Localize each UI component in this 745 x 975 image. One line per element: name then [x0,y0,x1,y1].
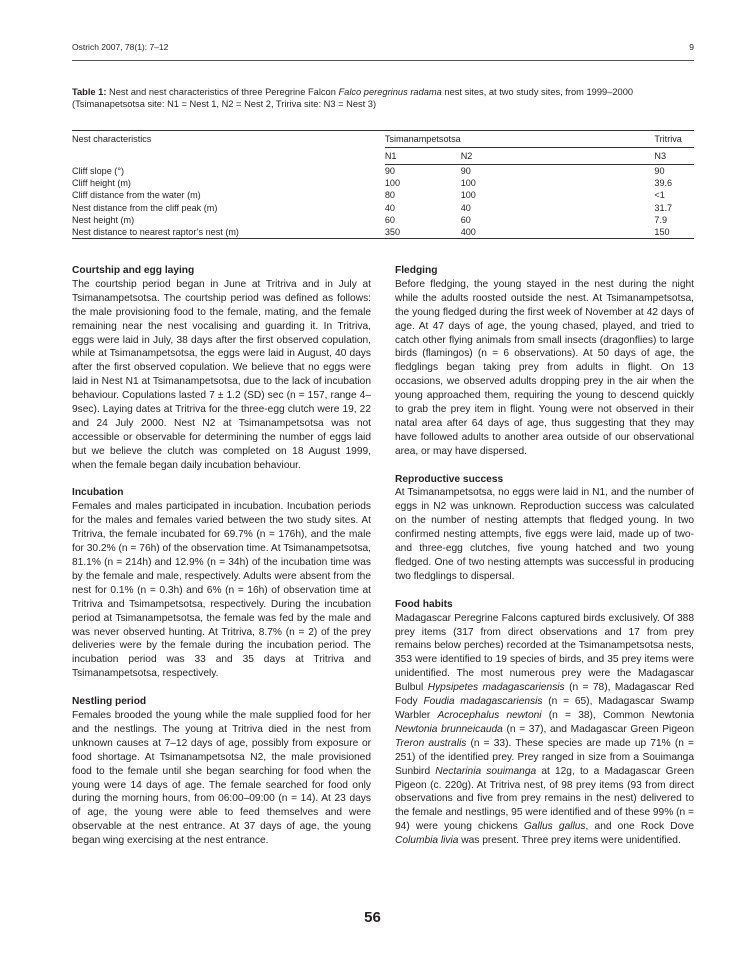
running-header [72,42,694,52]
table-row: Cliff height (m) 100 100 39.6 [72,178,673,189]
column-header-characteristics: Nest characteristics [72,131,385,148]
section-heading-reproductive-success: Reproductive success [395,473,504,485]
table-row: Nest height (m) 60 60 7.9 [72,214,668,225]
right-column [395,264,694,848]
site-header-tritriva: Tritriva [654,131,694,148]
section-heading-incubation: Incubation [72,487,124,499]
table-nest-row [72,148,694,165]
table-caption: Table 1: Nest and nest characteristics of three Peregrine Falcon Falco peregrinus radama nest sites, at two study sites, from 1999–2000 (Tsimanapetsotsa site: N1 = Nest 1, N2 = Nest 2, Tririva site: N3 = Nest 3) [72,87,634,110]
paragraph-incubation: Females and males participated in incubation. Incubation periods for the males and females varied between the two study sites. At Tritriva, the female incubated for 69.7% (n = 176h), and the male for 30.2% (n = 76h) of the observation time. At Tsimanampetsotsa, 81.1% (n = 214h) and 12.9% (n = 34h) of the incubation time was by the female and male, respectively. Adults were absent from the nest for 0.1% (n = 0.3h) and 6% (n = 16h) of observation time at Tritriva and Tsimampetsotsa, respectively. During the incubation period at Tsimanampetsotsa, the female was fed by the male and was never observed hunting. At Tritriva, 8.7% (n = 2) of the prey deliveries were by the female during the incubation period. The incubation period was 33 and 35 days at Tritriva and Tsimanampetsotsa, respectively. [72,501,371,680]
paragraph-courtship: The courtship period began in June at Tritriva and in July at Tsimanampetsotsa. The courtship period was defined as follows: the male provisioning food to the female, mating, and the female remaining near the nest vocalising and guarding it. In Tritriva, eggs were laid in July, 38 days after the first observed copulation, while at Tsimanampetsotsa, the eggs were laid in August, 40 days after the first observed copulation. We believe that no eggs were laid in Nest N1 at Tsimanampetsotsa, due to the lack of incubation behaviour. Copulations lasted 7 ± 1.2 (SD) sec (n = 157, range 4–9sec). Laying dates at Tritriva for the three-egg clutch were 19, 22 and 24 July 2000. Nest N2 at Tsimanampetsotsa was not accessible or observable for determining the number of eggs laid but we believe the clutch was completed on 18 August 1999, when the female began daily incubation behaviour. [72,278,371,471]
site-header-tsimanampetsotsa: Tsimanampetsotsa [385,131,461,148]
table-caption-label: Table 1: [72,87,107,97]
paragraph-food-habits: Madagascar Peregrine Falcons captured birds exclusively. Of 388 prey items (317 from direct observations and 17 from prey remains below perches) recorded at the Tsimanampetsotsa nests, 353 were identified to 19 species of birds, and 35 prey items were unidentified. The most numerous prey were the Madagascar Bulbul Hypsipetes madagascariensis (n = 78), Madagascar Red Fody Foudia madagascariensis (n = 65), Madagascar Swamp Warbler Acrocephalus newtoni (n = 38), Common Newtonia Newtonia brunneicauda (n = 37), and Madagascar Green Pigeon Treron australis (n = 33). These species are made up 71% (n = 251) of the identified prey. Prey ranged in size from a Souimanga Sunbird Nectarinia souimanga at 12g, to a Madagascar Green Pigeon (c. 220g). At Tritriva nest, of 98 prey items (93 from direct observations and five from prey remains in the nest) delivered to the female and nestlings, 95 were identified and of these 99% (n = 94) were young chickens Gallus gallus, and one Rock Dove Columbia livia was present. Three prey items were unidentified. [395,612,695,847]
left-column [72,264,371,848]
species-name: Falco peregrinus radama [338,87,442,97]
paragraph-fledging: Before fledging, the young stayed in the nest during the night while the adults roosted outside the nest. At Tsimanampetsotsa, the young fledged during the first week of November at 42 days of age. At 47 days of age, the young chased, played, and tried to catch other flying animals from small insects (dragonflies) to large birds (flamingos) (n = 6 observations). At 50 days of age, the fledglings began taking prey from adults in flight. On 13 occasions, we observed adults dropping prey in the air when the young approached them, requiring the young to descend quickly to grab the prey item in flight. Young were not observed in their natal area after 64 days of age, thus suggesting that they may have followed adults to another area outside of our observational area, or may have dispersed. [395,278,694,457]
section-heading-food-habits: Food habits [395,598,453,610]
journal-citation: Ostrich 2007, 78(1): 7–12 [72,42,169,52]
table-header-row [72,131,694,148]
table-row: Nest distance to nearest raptor’s nest (m) 350 400 150 [72,226,694,239]
table-row: Cliff distance from the water (m) 80 100 <1 [72,190,665,201]
nest-header-n2: N2 [461,148,655,165]
paragraph-nestling: Females brooded the young while the male supplied food for her and the nestlings. The young at Tritriva died in the nest from unknown causes at 7–12 days of age, possibly from exposure or food shortage. At Tsimanampetsotsa N2, the male provisioned food to the female until she began searching for food when the young were 14 days of age. The female searched for food only during the morning hours, from 06:00–09:00 (n = 14). At 23 days of age, the young were able to feed themselves and were observable at the nest entrance. At 37 days of age, the young began wing exercising at the nest entrance. [72,709,371,847]
section-heading-fledging: Fledging [395,265,438,276]
table-row: Nest distance from the cliff peak (m) 40 40 31.7 [72,202,673,213]
header-rule [72,60,694,61]
nest-characteristics-table [72,130,694,239]
section-heading-courtship: Courtship and egg laying [72,265,195,276]
paragraph-reproductive-success: At Tsimanampetsotsa, no eggs were laid in N1, and the number of eggs in N2 was unknown. Reproduction success was calculated on the number of nesting attempts that fledged young. In two confirmed nesting attempts, five eggs were laid, made up of two- and three-egg clutches, five young hatched and two young fledged. One of two nesting attempts was successful in producing two fledglings to dispersal. [395,487,694,582]
journal-page-number: 9 [689,42,694,52]
nest-header-n1: N1 [385,148,461,165]
section-heading-nestling: Nestling period [72,696,147,708]
nest-header-n3: N3 [654,148,694,165]
table-row: Cliff slope (°) 90 90 90 [72,165,665,176]
page-number: 56 [364,909,381,926]
